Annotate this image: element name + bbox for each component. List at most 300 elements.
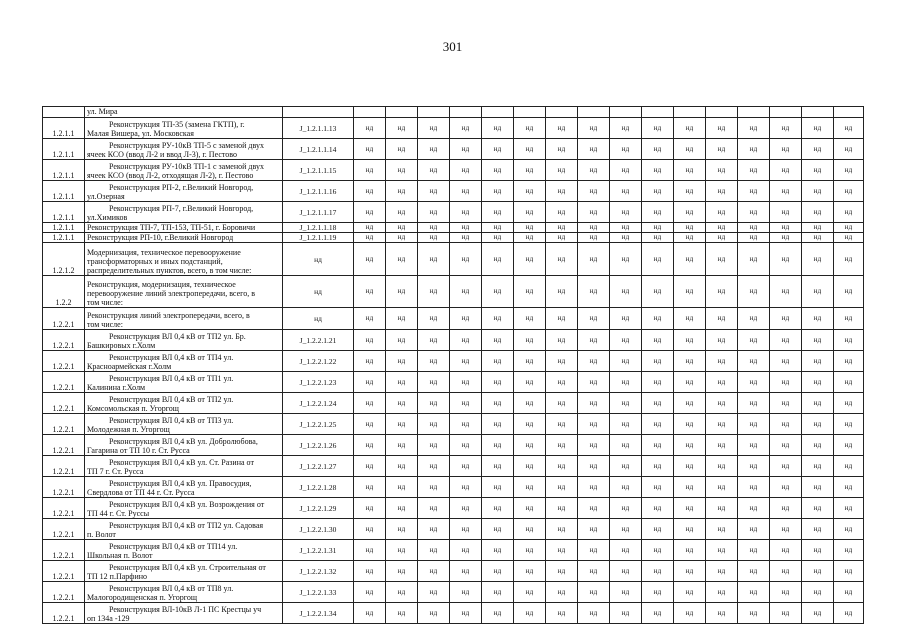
value-cell: нд	[386, 582, 418, 603]
row-description	[85, 233, 283, 243]
value-cell: нд	[610, 393, 642, 414]
value-cell: нд	[450, 118, 482, 139]
value-cell: нд	[834, 233, 864, 243]
project-code: J_1.2.1.1.13	[283, 118, 354, 139]
description-line: ТП 7 г. Ст. Русса	[87, 467, 144, 476]
row-description	[85, 561, 283, 582]
row-number: 1.2.1.1	[43, 233, 85, 243]
value-cell: нд	[770, 582, 802, 603]
value-cell: нд	[546, 330, 578, 351]
value-cell: нд	[386, 330, 418, 351]
row-number: 1.2.2.1	[43, 456, 85, 477]
value-cell: нд	[482, 435, 514, 456]
table-row	[43, 456, 864, 477]
value-cell: нд	[578, 519, 610, 540]
project-code: нд	[283, 308, 354, 330]
value-cell: нд	[418, 330, 450, 351]
value-cell: нд	[674, 202, 706, 223]
value-cell	[642, 107, 674, 118]
value-cell: нд	[834, 456, 864, 477]
value-cell: нд	[354, 181, 386, 202]
value-cell: нд	[706, 160, 738, 181]
row-number: 1.2.1.1	[43, 118, 85, 139]
value-cell: нд	[738, 582, 770, 603]
description-line: Школьная п. Волот	[87, 551, 153, 560]
value-cell: нд	[610, 233, 642, 243]
description-line: Реконструкция линий электропередачи, всего, в	[87, 311, 250, 320]
table-row	[43, 233, 864, 243]
value-cell: нд	[578, 456, 610, 477]
value-cell: нд	[802, 582, 834, 603]
value-cell: нд	[802, 160, 834, 181]
value-cell: нд	[546, 308, 578, 330]
value-cell: нд	[706, 519, 738, 540]
value-cell: нд	[418, 540, 450, 561]
row-description	[85, 603, 283, 624]
value-cell: нд	[738, 393, 770, 414]
value-cell: нд	[386, 435, 418, 456]
value-cell: нд	[706, 308, 738, 330]
value-cell: нд	[610, 456, 642, 477]
value-cell: нд	[450, 233, 482, 243]
value-cell: нд	[354, 233, 386, 243]
value-cell: нд	[482, 561, 514, 582]
value-cell: нд	[770, 561, 802, 582]
value-cell: нд	[418, 223, 450, 233]
value-cell: нд	[450, 243, 482, 276]
value-cell: нд	[514, 139, 546, 160]
value-cell: нд	[354, 561, 386, 582]
project-code: J_1.2.2.1.22	[283, 351, 354, 372]
value-cell: нд	[834, 202, 864, 223]
value-cell: нд	[578, 223, 610, 233]
value-cell: нд	[578, 414, 610, 435]
value-cell: нд	[610, 603, 642, 624]
table-row	[43, 603, 864, 624]
value-cell: нд	[418, 582, 450, 603]
value-cell: нд	[770, 243, 802, 276]
value-cell: нд	[610, 414, 642, 435]
row-number: 1.2.2.1	[43, 477, 85, 498]
value-cell: нд	[642, 243, 674, 276]
value-cell: нд	[546, 603, 578, 624]
investment-program-table	[42, 106, 864, 624]
value-cell: нд	[354, 498, 386, 519]
value-cell: нд	[386, 540, 418, 561]
description-line: Реконструкция ВЛ 0,4 кВ от ТП2 ул. Садовая	[109, 521, 264, 530]
value-cell: нд	[418, 160, 450, 181]
value-cell: нд	[738, 456, 770, 477]
value-cell	[450, 107, 482, 118]
value-cell: нд	[834, 372, 864, 393]
value-cell: нд	[354, 477, 386, 498]
description-line: Реконструкция ВЛ 0,4 кВ от ТП2 ул.	[109, 395, 234, 404]
value-cell: нд	[674, 276, 706, 308]
project-code: J_1.2.2.1.29	[283, 498, 354, 519]
value-cell: нд	[802, 393, 834, 414]
table-row	[43, 477, 864, 498]
value-cell: нд	[834, 223, 864, 233]
value-cell: нд	[642, 276, 674, 308]
value-cell: нд	[674, 223, 706, 233]
description-line: Реконструкция РУ-10кВ ТП-1 с заменой двух	[109, 162, 264, 171]
value-cell: нд	[706, 603, 738, 624]
value-cell: нд	[482, 414, 514, 435]
description-line: том числе:	[87, 298, 123, 307]
project-code: J_1.2.1.1.14	[283, 139, 354, 160]
value-cell: нд	[546, 233, 578, 243]
description-line: Калинина г.Холм	[87, 383, 146, 392]
value-cell: нд	[834, 243, 864, 276]
value-cell: нд	[546, 477, 578, 498]
table-row	[43, 351, 864, 372]
value-cell: нд	[514, 540, 546, 561]
value-cell: нд	[386, 351, 418, 372]
value-cell: нд	[770, 372, 802, 393]
value-cell: нд	[514, 498, 546, 519]
value-cell: нд	[642, 160, 674, 181]
value-cell: нд	[578, 276, 610, 308]
value-cell: нд	[706, 202, 738, 223]
value-cell: нд	[802, 243, 834, 276]
value-cell: нд	[770, 202, 802, 223]
value-cell: нд	[418, 477, 450, 498]
value-cell: нд	[450, 160, 482, 181]
value-cell: нд	[802, 276, 834, 308]
description-line: Красноармейская г.Холм	[87, 362, 172, 371]
value-cell: нд	[834, 118, 864, 139]
value-cell: нд	[642, 223, 674, 233]
value-cell: нд	[802, 603, 834, 624]
value-cell: нд	[770, 139, 802, 160]
value-cell: нд	[578, 330, 610, 351]
value-cell	[706, 107, 738, 118]
value-cell: нд	[706, 223, 738, 233]
value-cell: нд	[482, 519, 514, 540]
value-cell: нд	[386, 233, 418, 243]
value-cell: нд	[610, 477, 642, 498]
value-cell: нд	[674, 233, 706, 243]
description-line: ТП 44 г. Ст. Руссы	[87, 509, 150, 518]
project-code: J_1.2.2.1.33	[283, 582, 354, 603]
value-cell: нд	[546, 540, 578, 561]
description-line: ул.Озерная	[87, 192, 125, 201]
value-cell: нд	[738, 372, 770, 393]
value-cell: нд	[386, 477, 418, 498]
description-line: Малая Вишера, ул. Московская	[87, 129, 194, 138]
value-cell: нд	[674, 393, 706, 414]
table-row	[43, 582, 864, 603]
value-cell: нд	[450, 582, 482, 603]
row-description	[85, 372, 283, 393]
value-cell: нд	[514, 456, 546, 477]
value-cell: нд	[610, 351, 642, 372]
value-cell: нд	[834, 540, 864, 561]
value-cell: нд	[738, 477, 770, 498]
value-cell: нд	[546, 181, 578, 202]
value-cell: нд	[706, 456, 738, 477]
row-description	[85, 435, 283, 456]
row-description	[85, 582, 283, 603]
value-cell: нд	[738, 308, 770, 330]
project-code	[283, 107, 354, 118]
value-cell: нд	[770, 118, 802, 139]
value-cell: нд	[642, 139, 674, 160]
value-cell: нд	[674, 118, 706, 139]
description-line: Реконструкция ВЛ-10кВ Л-1 ПС Крестцы уч	[109, 605, 262, 614]
row-number: 1.2.2.1	[43, 519, 85, 540]
value-cell: нд	[386, 414, 418, 435]
value-cell: нд	[610, 160, 642, 181]
value-cell: нд	[610, 540, 642, 561]
value-cell	[514, 107, 546, 118]
value-cell: нд	[418, 456, 450, 477]
table-row	[43, 107, 864, 118]
row-number: 1.2.2.1	[43, 372, 85, 393]
description-line: Реконструкция ВЛ 0,4 кВ от ТП2 ул. Бр.	[109, 332, 246, 341]
row-number: 1.2.2.1	[43, 582, 85, 603]
value-cell: нд	[514, 223, 546, 233]
value-cell: нд	[450, 393, 482, 414]
value-cell: нд	[834, 330, 864, 351]
table-row	[43, 372, 864, 393]
value-cell: нд	[450, 519, 482, 540]
value-cell: нд	[834, 276, 864, 308]
description-line: Реконструкция ВЛ 0,4 кВ от ТП8 ул.	[109, 584, 234, 593]
value-cell: нд	[674, 498, 706, 519]
row-description	[85, 540, 283, 561]
value-cell: нд	[802, 330, 834, 351]
value-cell: нд	[386, 160, 418, 181]
row-description	[85, 243, 283, 276]
project-code: J_1.2.2.1.32	[283, 561, 354, 582]
value-cell: нд	[674, 456, 706, 477]
table-row	[43, 561, 864, 582]
value-cell: нд	[610, 330, 642, 351]
value-cell: нд	[738, 498, 770, 519]
value-cell: нд	[482, 181, 514, 202]
value-cell: нд	[546, 276, 578, 308]
table-row	[43, 160, 864, 181]
value-cell: нд	[738, 435, 770, 456]
value-cell: нд	[450, 435, 482, 456]
project-code: нд	[283, 276, 354, 308]
value-cell: нд	[834, 519, 864, 540]
value-cell: нд	[482, 372, 514, 393]
value-cell: нд	[514, 582, 546, 603]
value-cell: нд	[546, 561, 578, 582]
description-line: оп 134а -129	[87, 614, 130, 623]
value-cell: нд	[610, 372, 642, 393]
value-cell: нд	[738, 118, 770, 139]
value-cell: нд	[610, 181, 642, 202]
value-cell: нд	[450, 181, 482, 202]
value-cell: нд	[610, 223, 642, 233]
value-cell: нд	[578, 372, 610, 393]
value-cell: нд	[578, 233, 610, 243]
value-cell: нд	[834, 351, 864, 372]
value-cell: нд	[738, 603, 770, 624]
project-code: J_1.2.1.1.17	[283, 202, 354, 223]
row-description	[85, 276, 283, 308]
value-cell: нд	[514, 233, 546, 243]
value-cell: нд	[706, 351, 738, 372]
value-cell: нд	[770, 330, 802, 351]
description-line: перевооружение линий электропередачи, всего, в	[87, 289, 255, 298]
project-code: J_1.2.2.1.24	[283, 393, 354, 414]
value-cell: нд	[450, 561, 482, 582]
value-cell: нд	[802, 561, 834, 582]
table-row	[43, 276, 864, 308]
row-description	[85, 351, 283, 372]
value-cell: нд	[450, 223, 482, 233]
value-cell: нд	[386, 561, 418, 582]
value-cell: нд	[674, 519, 706, 540]
value-cell: нд	[418, 118, 450, 139]
value-cell: нд	[450, 330, 482, 351]
value-cell: нд	[482, 118, 514, 139]
value-cell: нд	[418, 372, 450, 393]
value-cell: нд	[738, 223, 770, 233]
value-cell	[738, 107, 770, 118]
value-cell: нд	[770, 477, 802, 498]
description-line: п. Волот	[87, 530, 116, 539]
value-cell: нд	[450, 308, 482, 330]
value-cell: нд	[354, 540, 386, 561]
table-row	[43, 393, 864, 414]
value-cell	[418, 107, 450, 118]
value-cell: нд	[706, 139, 738, 160]
project-code: J_1.2.2.1.26	[283, 435, 354, 456]
value-cell: нд	[514, 414, 546, 435]
value-cell: нд	[514, 308, 546, 330]
description-line: Башкировых г.Холм	[87, 341, 156, 350]
value-cell	[802, 107, 834, 118]
value-cell: нд	[674, 372, 706, 393]
value-cell: нд	[770, 223, 802, 233]
row-number: 1.2.2.1	[43, 330, 85, 351]
value-cell: нд	[514, 160, 546, 181]
value-cell: нд	[802, 308, 834, 330]
row-description	[85, 393, 283, 414]
table-row	[43, 540, 864, 561]
value-cell: нд	[706, 582, 738, 603]
table-row	[43, 139, 864, 160]
value-cell: нд	[610, 202, 642, 223]
value-cell: нд	[482, 456, 514, 477]
value-cell: нд	[642, 519, 674, 540]
value-cell: нд	[802, 435, 834, 456]
value-cell: нд	[386, 276, 418, 308]
value-cell: нд	[834, 414, 864, 435]
value-cell: нд	[642, 202, 674, 223]
project-code: J_1.2.2.1.31	[283, 540, 354, 561]
value-cell: нд	[610, 561, 642, 582]
description-line: Реконструкция ВЛ 0,4 кВ ул. Возрождения от	[109, 500, 265, 509]
value-cell: нд	[354, 435, 386, 456]
value-cell: нд	[514, 393, 546, 414]
value-cell: нд	[450, 477, 482, 498]
description-line: Реконструкция, модернизация, техническое	[87, 280, 236, 289]
value-cell: нд	[610, 498, 642, 519]
value-cell: нд	[354, 393, 386, 414]
row-number: 1.2.2.1	[43, 540, 85, 561]
value-cell: нд	[802, 223, 834, 233]
description-line: Реконструкция ВЛ 0,4 кВ ул. Строительная от	[109, 563, 266, 572]
value-cell	[770, 107, 802, 118]
value-cell: нд	[578, 540, 610, 561]
value-cell: нд	[482, 308, 514, 330]
value-cell: нд	[482, 330, 514, 351]
value-cell: нд	[610, 582, 642, 603]
table-row	[43, 308, 864, 330]
description-line: Реконструкция ВЛ 0,4 кВ ул. Добролюбова,	[109, 437, 258, 446]
value-cell: нд	[514, 351, 546, 372]
row-description	[85, 477, 283, 498]
description-line: трансформаторных и иных подстанций,	[87, 257, 223, 266]
value-cell: нд	[706, 372, 738, 393]
description-line: Гагарина от ТП 10 г. Ст. Русса	[87, 446, 190, 455]
row-number: 1.2.2.1	[43, 414, 85, 435]
table-body	[43, 107, 864, 624]
value-cell: нд	[354, 139, 386, 160]
value-cell: нд	[578, 561, 610, 582]
value-cell	[386, 107, 418, 118]
value-cell: нд	[770, 414, 802, 435]
value-cell: нд	[770, 160, 802, 181]
row-description	[85, 308, 283, 330]
value-cell: нд	[834, 435, 864, 456]
value-cell	[482, 107, 514, 118]
value-cell: нд	[706, 414, 738, 435]
value-cell: нд	[834, 603, 864, 624]
value-cell: нд	[386, 202, 418, 223]
description-line: Малогородищенская п. Угоргощ	[87, 593, 198, 602]
value-cell: нд	[418, 435, 450, 456]
value-cell: нд	[450, 139, 482, 160]
value-cell: нд	[738, 243, 770, 276]
value-cell: нд	[546, 519, 578, 540]
value-cell: нд	[738, 202, 770, 223]
value-cell: нд	[578, 308, 610, 330]
value-cell: нд	[546, 498, 578, 519]
value-cell: нд	[546, 456, 578, 477]
value-cell: нд	[418, 351, 450, 372]
value-cell: нд	[386, 372, 418, 393]
value-cell: нд	[674, 561, 706, 582]
value-cell: нд	[514, 202, 546, 223]
row-description	[85, 107, 283, 118]
value-cell: нд	[642, 414, 674, 435]
value-cell: нд	[514, 118, 546, 139]
value-cell: нд	[642, 233, 674, 243]
value-cell: нд	[770, 519, 802, 540]
project-code: J_1.2.2.1.27	[283, 456, 354, 477]
value-cell: нд	[514, 603, 546, 624]
value-cell: нд	[642, 393, 674, 414]
value-cell: нд	[578, 139, 610, 160]
value-cell: нд	[802, 351, 834, 372]
value-cell: нд	[450, 372, 482, 393]
value-cell: нд	[482, 160, 514, 181]
value-cell: нд	[514, 519, 546, 540]
description-line: Свердлова от ТП 44 г. Ст. Русса	[87, 488, 195, 497]
value-cell: нд	[642, 456, 674, 477]
value-cell: нд	[514, 243, 546, 276]
description-line: Реконструкция ТП-35 (замена ГКТП), г.	[109, 120, 245, 129]
value-cell: нд	[482, 243, 514, 276]
value-cell	[610, 107, 642, 118]
